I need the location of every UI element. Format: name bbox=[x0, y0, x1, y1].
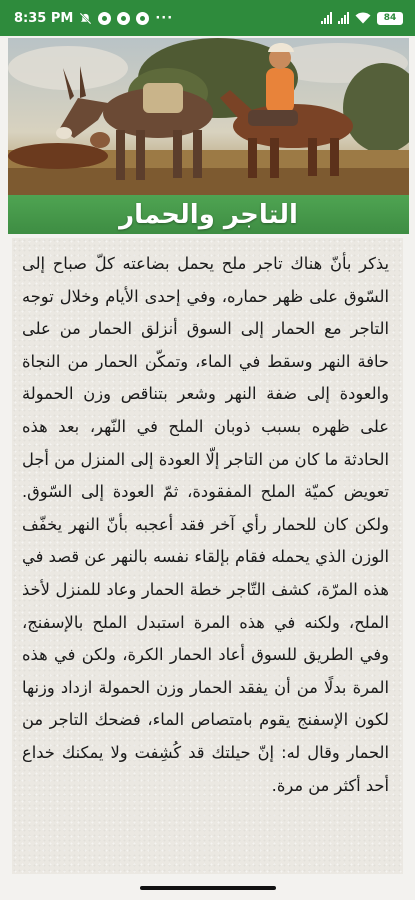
status-time: 8:35 PM bbox=[14, 10, 74, 26]
gesture-nav-bar bbox=[0, 876, 415, 900]
mute-icon bbox=[79, 12, 92, 25]
donkey-merchant-illustration bbox=[8, 38, 409, 195]
signal-icon-2 bbox=[338, 12, 349, 24]
story-banner-image bbox=[8, 38, 409, 195]
story-title-bar bbox=[8, 195, 409, 234]
story-content[interactable] bbox=[12, 238, 403, 874]
battery-icon: 84 bbox=[377, 12, 403, 25]
whatsapp-icon bbox=[98, 12, 111, 25]
story-text: يذكر بأنّ هناك تاجر ملح يحمل بضاعته كلّ صباح إلى السّوق على ظهر حماره، وفي إحدى الأيام وخلال توجه التاجر مع الحمار إلى السوق أنزلق الحمار من على حافة النهر وسقط في الماء، وتمكّن الحمار من النجاة والعودة إلى ضفة النهر وشعر بتناقص وزن الحمولة على ظهره بسبب ذوبان الملح في النّهر، بعد هذه الحادثة ما كان من التاجر إلّا العودة إلى المنزل من أجل تعويض كميّة الملح المفقودة، ثمّ العودة إلى السّوق. ولكن كان للحمار رأي آخر فقد أعجبه بأنّ النهر يخفّف الوزن الذي يحمله فقام بإلقاء نفسه بالنهر عن قصد في هذه المرّة، كشف التّاجر خطة الحمار وعاد للمنزل لأخذ الملح، ولكنه في هذه المرة استبدل الملح بالإسفنج، وفي الطريق للسوق أعاد الحمار الكرة، ولكن في هذه المرة بدلًا من أن يفقد الحمار وزن الحمولة ازداد وزنها لكون الإسفنج يقوم بامتصاص الماء، فضحك التاجر من الحمار وقال له: إنّ حيلتك قد كُشِفت ولا يمكنك خداع أحد أكثر من مرة. bbox=[22, 254, 389, 795]
whatsapp-icon bbox=[117, 12, 130, 25]
wifi-icon bbox=[355, 12, 371, 24]
story-title: التاجر والحمار bbox=[119, 199, 298, 230]
whatsapp-icon bbox=[136, 12, 149, 25]
more-notifications-icon: ··· bbox=[155, 10, 174, 26]
status-bar-right bbox=[321, 12, 403, 25]
status-bar bbox=[0, 0, 415, 36]
status-bar-left bbox=[14, 11, 173, 26]
home-indicator[interactable] bbox=[140, 886, 276, 890]
signal-icon bbox=[321, 12, 332, 24]
